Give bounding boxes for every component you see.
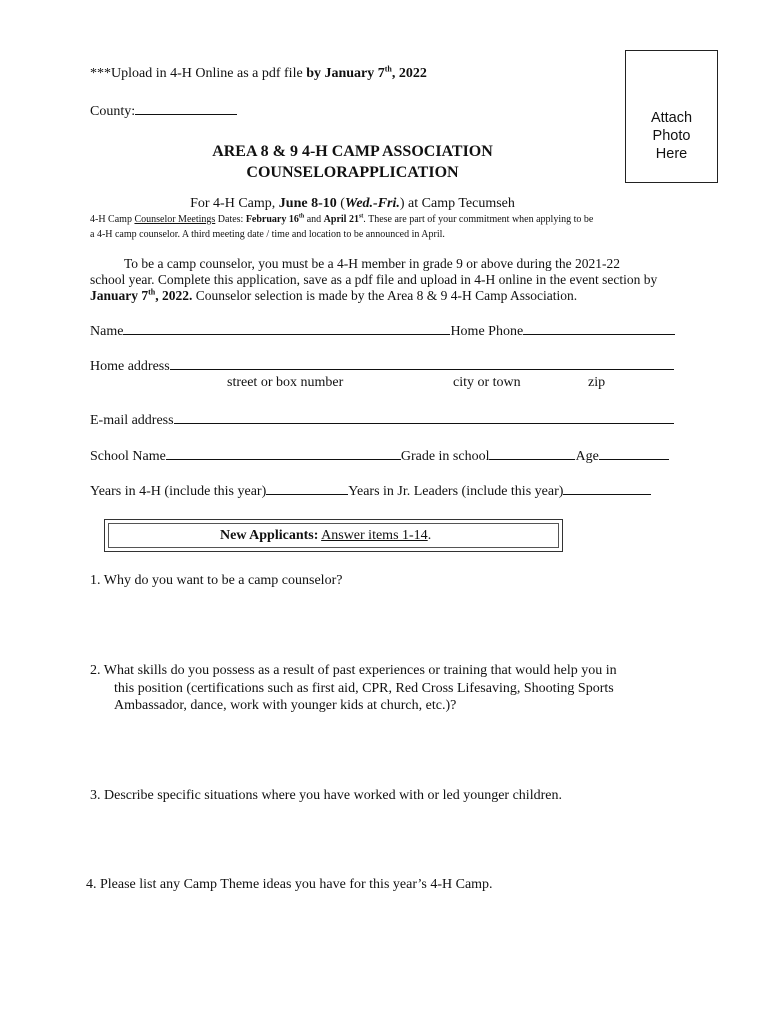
upload-prefix: ***Upload in 4-H Online as a pdf file: [90, 66, 307, 81]
school-name-field[interactable]: [166, 447, 401, 460]
home-address-zip-field[interactable]: [630, 357, 674, 370]
new-applicants-notice: [104, 519, 563, 552]
grade-field[interactable]: [489, 447, 575, 460]
camp-paren: (: [336, 196, 345, 211]
upload-deadline-sup: th: [384, 64, 392, 74]
intro-line-2: school year. Complete this application, save as a pdf file and upload in 4-H online in the event section by: [90, 272, 658, 287]
years-row: [90, 482, 651, 500]
years-4h-label: Years in 4-H (include this year): [90, 484, 267, 499]
attach-photo-label: [626, 109, 717, 163]
name-label: Name: [90, 324, 124, 339]
camp-prefix: For 4-H Camp,: [190, 196, 279, 211]
camp-dates-bold: June 8-10: [278, 196, 337, 211]
meetings-and: and: [304, 214, 324, 225]
photo-line-3: Here: [655, 146, 688, 162]
question-2-line-2: this position (certifications such as first aid, CPR, Red Cross Lifesaving, Shooting Sports: [114, 681, 614, 696]
camp-days: Wed.-Fri.: [344, 196, 400, 211]
meeting-date-2-sup: st: [358, 213, 364, 220]
home-address-field[interactable]: [170, 357, 630, 370]
meeting-date-2: April 21: [323, 214, 359, 225]
name-field[interactable]: [123, 322, 450, 335]
zip-caption: zip: [588, 375, 606, 390]
meeting-date-1: February 16: [245, 214, 299, 225]
question-2-line-3: Ambassador, dance, work with younger kids at church, etc.)?: [114, 698, 457, 713]
new-applicants-inner: [108, 523, 559, 548]
question-1: 1. Why do you want to be a camp counselor?: [90, 573, 343, 588]
notice-underlined: Answer items 1-14: [321, 528, 428, 543]
question-2-line-1: 2. What skills do you possess as a result of past experiences or training that would help you in: [90, 663, 617, 678]
county-field[interactable]: [90, 102, 237, 120]
school-row: [90, 447, 669, 465]
meeting-note: a 4-H camp counselor. A third meeting date / time and location to be announced in April.: [90, 229, 445, 240]
meeting-dates: [90, 214, 593, 225]
attach-photo-box[interactable]: [625, 50, 718, 183]
county-line[interactable]: [135, 102, 237, 115]
intro-line-1: To be a camp counselor, you must be a 4-H member in grade 9 or above during the 2021-22: [124, 256, 620, 271]
upload-deadline-year: , 2022: [391, 66, 427, 81]
photo-line-1: Attach: [650, 110, 693, 126]
meetings-rest: . These are part of your commitment when applying to be: [363, 214, 594, 225]
county-label: County:: [90, 104, 136, 119]
home-phone-label: Home Phone: [450, 324, 524, 339]
meetings-prefix: 4-H Camp: [90, 214, 135, 225]
intro-selection: Counselor selection is made by the Area 8 & 9 4-H Camp Association.: [192, 288, 578, 303]
name-row: [90, 322, 675, 340]
age-field[interactable]: [599, 447, 669, 460]
meetings-dates-label: Dates:: [215, 214, 246, 225]
notice-period: .: [427, 528, 432, 543]
email-field[interactable]: [174, 411, 674, 424]
years-jr-label: Years in Jr. Leaders (include this year): [348, 484, 564, 499]
page-title: AREA 8 & 9 4-H CAMP ASSOCIATION: [212, 143, 493, 160]
grade-label: Grade in school: [400, 449, 490, 464]
email-label: E-mail address: [90, 413, 174, 428]
school-name-label: School Name: [90, 449, 166, 464]
camp-suffix: ) at Camp Tecumseh: [399, 196, 515, 211]
notice-bold: New Applicants:: [220, 528, 319, 543]
photo-line-2: Photo: [652, 128, 691, 144]
page-subtitle: COUNSELORAPPLICATION: [246, 164, 459, 181]
intro-deadline-year: , 2022.: [155, 288, 193, 303]
street-caption: street or box number: [227, 375, 344, 390]
upload-instruction: [90, 66, 427, 82]
home-address-row: [90, 357, 674, 375]
upload-deadline-text: by January 7: [306, 66, 385, 81]
home-phone-field[interactable]: [523, 322, 675, 335]
intro-deadline-sup: th: [148, 287, 156, 297]
years-jr-field[interactable]: [563, 482, 651, 495]
camp-dates: [90, 196, 615, 212]
years-4h-field[interactable]: [266, 482, 348, 495]
upload-deadline: [306, 66, 427, 81]
intro-deadline: January 7: [90, 288, 149, 303]
email-row: [90, 411, 674, 429]
intro-line-3: [90, 288, 577, 304]
meetings-underlined: Counselor Meetings: [134, 214, 216, 225]
meeting-date-1-sup: th: [298, 213, 305, 220]
question-3: 3. Describe specific situations where you have worked with or led younger children.: [90, 788, 562, 803]
question-4: 4. Please list any Camp Theme ideas you have for this year’s 4-H Camp.: [86, 877, 493, 892]
city-caption: city or town: [453, 375, 521, 390]
home-address-label: Home address: [90, 359, 170, 374]
age-label: Age: [575, 449, 599, 464]
